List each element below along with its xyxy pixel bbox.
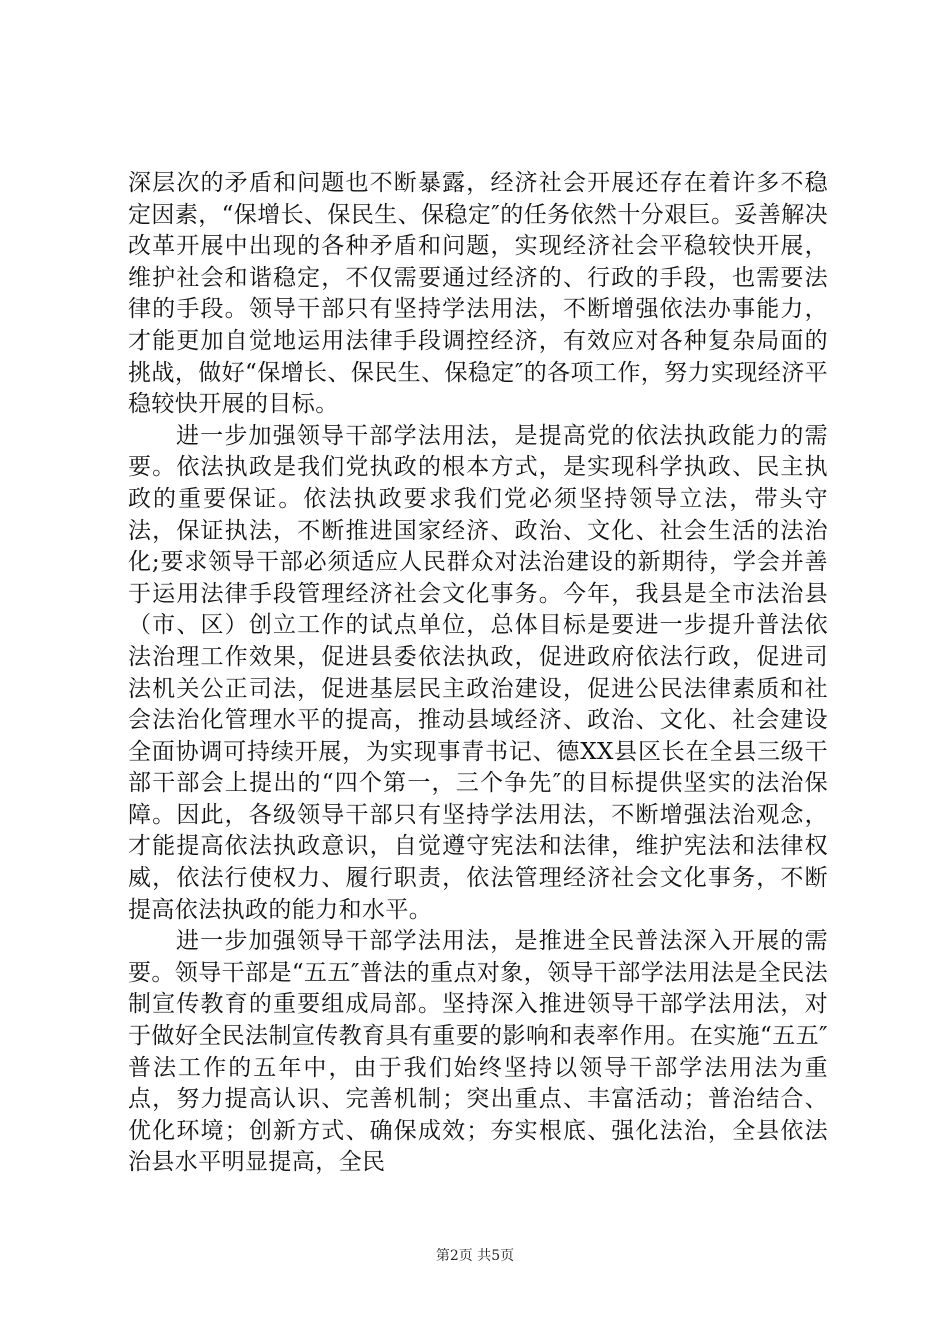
paragraph-3: 进一步加强领导干部学法用法，是推进全民普法深入开展的需要。领导干部是“五五″普法的重点对象，领导干部学法用法是全民法制宣传教育的重要组成局部。坚持深入推进领导干部学法用法，对于做好全民法制宣传教育具有重要的影响和表率作用。在实施“五五″普法工作的五年中，由于我们始终坚持以领导干部学法用法为重点，努力提高认识、完善机制；突出重点、丰富活动；普治结合、优化环境；创新方式、确保成效；夯实根底、强化法治，全县依法治县水平明显提高，全民 — [128, 928, 828, 1176]
paragraph-1: 深层次的矛盾和问题也不断暴露，经济社会开展还存在着许多不稳定因素，“保增长、保民生、保稳定″的任务依然十分艰巨。妥善解决改革开展中出现的各种矛盾和问题，实现经济社会平稳较快开展，维护社会和谐稳定，不仅需要通过经济的、行政的手段，也需要法律的手段。领导干部只有坚持学法用法，不断增强依法办事能力，才能更加自觉地运用法律手段调控经济，有效应对各种复杂局面的挑战，做好“保增长、保民生、保稳定″的各项工作，努力实现经济平稳较快开展的目标。 — [128, 170, 828, 418]
page-footer — [0, 1246, 950, 1266]
paragraph-2: 进一步加强领导干部学法用法，是提高党的依法执政能力的需要。依法执政是我们党执政的根本方式，是实现科学执政、民主执政的重要保证。依法执政要求我们党必须坚持领导立法，带头守法，保证执法，不断推进国家经济、政治、文化、社会生活的法治化;要求领导干部必须适应人民群众对法治建设的新期待，学会并善于运用法律手段管理经济社会文化事务。今年，我县是全市法治县（市、区）创立工作的试点单位，总体目标是要进一步提升普法依法治理工作效果，促进县委依法执政，促进政府依法行政，促进司法机关公正司法，促进基层民主政治建设，促进公民法律素质和社会法治化管理水平的提高，推动县域经济、政治、文化、社会建设全面协调可持续开展，为实现事青书记、德XX县区长在全县三级干部干部会上提出的“四个第一，三个争先″的目标提供坚实的法治保障。因此，各级领导干部只有坚持学法用法，不断增强法治观念，才能提高依法执政意识，自觉遵守宪法和法律，维护宪法和法律权威，依法行使权力、履行职责，依法管理经济社会文化事务，不断提高依法执政的能力和水平。 — [128, 422, 828, 923]
document-body — [128, 168, 828, 1179]
page-number-label: 第2页 共5页 — [435, 1248, 515, 1264]
